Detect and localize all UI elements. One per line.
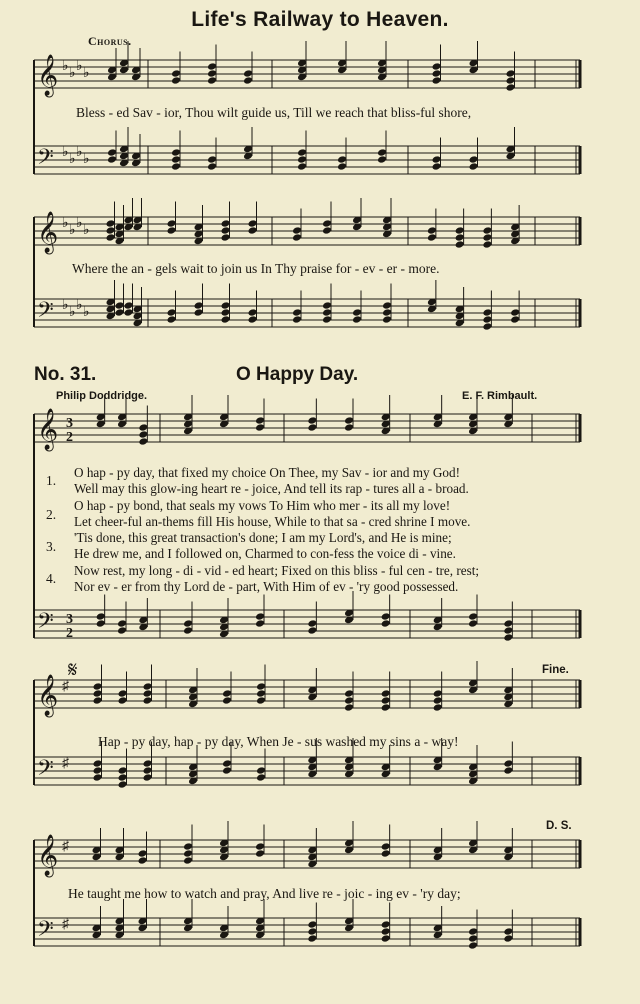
note-head xyxy=(255,423,265,432)
note-head xyxy=(255,849,265,858)
note-head xyxy=(344,689,354,698)
note-head xyxy=(222,766,232,775)
note-head xyxy=(307,416,317,425)
note-head xyxy=(207,69,217,78)
note-head xyxy=(183,842,193,851)
note-head xyxy=(171,148,181,157)
note-head xyxy=(433,703,443,712)
note-head xyxy=(482,308,492,317)
note-head xyxy=(307,934,317,943)
chorus-lyrics-line-2: Where the an - gels wait to join us In Thy praise for - ev - er - more. xyxy=(72,261,440,276)
time-signature: 3 xyxy=(66,416,73,431)
segno-sign: 𝄋 xyxy=(68,657,78,682)
note-head xyxy=(143,766,153,775)
note-head xyxy=(503,766,513,775)
key-signature: ♭ xyxy=(69,223,76,238)
note-head xyxy=(256,689,266,698)
note-head xyxy=(118,696,128,705)
key-signature: ♭ xyxy=(83,66,90,81)
note-head xyxy=(381,689,391,698)
clef-glyph: 𝄞 xyxy=(37,409,59,450)
note-head xyxy=(482,240,492,249)
verse-2-line-1: O hap - py bond, that seals my vows To Him who mer - its all my love! xyxy=(74,498,451,513)
note-head xyxy=(183,619,193,628)
note-head xyxy=(138,423,148,432)
note-head xyxy=(432,69,442,78)
note-head xyxy=(352,308,362,317)
note-head xyxy=(256,766,266,775)
note-head xyxy=(432,62,442,71)
note-head xyxy=(183,626,193,635)
note-head xyxy=(138,430,148,439)
note-head xyxy=(381,619,391,628)
verse-1-line-1: O hap - py day, that fixed my choice On Thee, my Sav - ior and my God! xyxy=(74,465,461,480)
note-head xyxy=(248,315,258,324)
note-head xyxy=(221,308,231,317)
note-head xyxy=(171,162,181,171)
note-head xyxy=(344,423,354,432)
note-head xyxy=(248,308,258,317)
note-head xyxy=(503,759,513,768)
note-head xyxy=(93,773,103,782)
hymn-number: No. 31. xyxy=(34,364,97,385)
note-head xyxy=(337,155,347,164)
key-signature: ♯ xyxy=(62,679,69,694)
key-signature: ♯ xyxy=(62,756,69,771)
note-head xyxy=(171,69,181,78)
verse-2-line-2: Let cheer-ful an-thems fill His house, While to that sa - cred shrine I move. xyxy=(74,514,471,529)
note-head xyxy=(344,703,354,712)
time-signature: 2 xyxy=(66,430,73,445)
note-head xyxy=(322,315,332,324)
note-head xyxy=(468,927,478,936)
note-head xyxy=(248,219,258,228)
note-head xyxy=(221,219,231,228)
note-head xyxy=(256,773,266,782)
verse-number-2: 2. xyxy=(46,507,57,522)
note-head xyxy=(503,927,513,936)
note-head xyxy=(207,155,217,164)
note-head xyxy=(381,703,391,712)
note-head xyxy=(255,416,265,425)
note-head xyxy=(307,423,317,432)
note-head xyxy=(482,315,492,324)
note-head xyxy=(382,308,392,317)
note-head xyxy=(297,155,307,164)
verse-4-line-2: Nor ev - er from thy Lord de - part, With Him of ev - 'ry good possessed. xyxy=(74,579,459,594)
note-head xyxy=(167,308,177,317)
note-head xyxy=(297,162,307,171)
clef-glyph: 𝄢 xyxy=(37,298,54,328)
note-head xyxy=(171,76,181,85)
verse-number-4: 4. xyxy=(46,571,57,586)
composer-credit: E. F. Rimbault. xyxy=(462,390,538,402)
note-head xyxy=(468,619,478,628)
note-head xyxy=(382,315,392,324)
note-head xyxy=(469,162,479,171)
note-head xyxy=(381,849,391,858)
key-signature: ♯ xyxy=(62,839,69,854)
key-signature: ♭ xyxy=(83,305,90,320)
key-signature: ♭ xyxy=(62,216,69,231)
note-head xyxy=(292,233,302,242)
key-signature: ♭ xyxy=(69,66,76,81)
note-head xyxy=(307,626,317,635)
note-head xyxy=(322,301,332,310)
note-head xyxy=(167,315,177,324)
note-head xyxy=(510,315,520,324)
note-head xyxy=(93,689,103,698)
note-head xyxy=(482,322,492,331)
fine-marker: Fine. xyxy=(542,664,569,676)
note-head xyxy=(482,226,492,235)
verse-3-line-1: 'Tis done, this great transaction's done; I am my Lord's, and He is mine; xyxy=(74,530,452,545)
note-head xyxy=(118,766,128,775)
verse-number-3: 3. xyxy=(46,539,57,554)
note-head xyxy=(143,773,153,782)
final-lyrics: He taught me how to watch and pray, And live re - joic - ing ev - 'ry day; xyxy=(68,886,461,901)
clef-glyph: 𝄢 xyxy=(37,609,54,639)
note-head xyxy=(307,927,317,936)
note-head xyxy=(222,759,232,768)
note-head xyxy=(307,619,317,628)
note-head xyxy=(96,612,106,621)
note-head xyxy=(194,301,204,310)
note-head xyxy=(352,315,362,324)
note-head xyxy=(117,626,127,635)
verse-3-line-2: He drew me, and I followed on, Charmed to con-fess the voice di - vine. xyxy=(74,546,456,561)
note-head xyxy=(510,308,520,317)
note-head xyxy=(292,315,302,324)
hymn-title-o-happy-day: O Happy Day. xyxy=(236,364,359,385)
note-head xyxy=(427,226,437,235)
note-head xyxy=(143,682,153,691)
note-head xyxy=(468,612,478,621)
key-signature: ♭ xyxy=(76,216,83,231)
note-head xyxy=(138,849,148,858)
clef-glyph: 𝄢 xyxy=(37,145,54,175)
time-signature: 2 xyxy=(66,626,73,641)
note-head xyxy=(503,626,513,635)
note-head xyxy=(455,240,465,249)
note-head xyxy=(337,162,347,171)
note-head xyxy=(222,689,232,698)
note-head xyxy=(167,226,177,235)
key-signature: ♭ xyxy=(83,223,90,238)
note-head xyxy=(427,233,437,242)
note-head xyxy=(118,689,128,698)
note-head xyxy=(256,696,266,705)
note-head xyxy=(115,308,125,317)
key-signature: ♯ xyxy=(62,917,69,932)
note-head xyxy=(143,696,153,705)
note-head xyxy=(183,849,193,858)
note-head xyxy=(433,689,443,698)
note-head xyxy=(124,308,134,317)
clef-glyph: 𝄢 xyxy=(37,756,54,786)
note-head xyxy=(143,689,153,698)
note-head xyxy=(106,219,116,228)
note-head xyxy=(432,76,442,85)
key-signature: ♭ xyxy=(76,145,83,160)
note-head xyxy=(377,155,387,164)
note-head xyxy=(106,233,116,242)
note-head xyxy=(167,219,177,228)
note-head xyxy=(221,315,231,324)
note-head xyxy=(248,226,258,235)
note-head xyxy=(93,696,103,705)
note-head xyxy=(207,62,217,71)
note-head xyxy=(207,76,217,85)
key-signature: ♭ xyxy=(83,152,90,167)
note-head xyxy=(255,619,265,628)
note-head xyxy=(503,619,513,628)
note-head xyxy=(183,856,193,865)
note-head xyxy=(382,301,392,310)
note-head xyxy=(322,226,332,235)
note-head xyxy=(468,934,478,943)
note-head xyxy=(307,920,317,929)
note-head xyxy=(171,155,181,164)
note-head xyxy=(322,219,332,228)
note-head xyxy=(106,226,116,235)
note-head xyxy=(93,759,103,768)
note-head xyxy=(344,696,354,705)
note-head xyxy=(377,148,387,157)
note-head xyxy=(138,437,148,446)
verse-4-line-1: Now rest, my long - di - vid - ed heart; Fixed on this bliss - ful cen - tre, rest; xyxy=(74,563,480,578)
note-head xyxy=(221,301,231,310)
note-head xyxy=(381,612,391,621)
note-head xyxy=(207,162,217,171)
note-head xyxy=(221,233,231,242)
key-signature: ♭ xyxy=(69,152,76,167)
note-head xyxy=(344,416,354,425)
note-head xyxy=(255,842,265,851)
note-head xyxy=(222,696,232,705)
key-signature: ♭ xyxy=(62,298,69,313)
note-head xyxy=(381,842,391,851)
key-signature: ♭ xyxy=(76,59,83,74)
note-head xyxy=(469,155,479,164)
note-head xyxy=(381,920,391,929)
note-head xyxy=(124,301,134,310)
chorus-lyrics-line-1: Bless - ed Sav - ior, Thou wilt guide us, Till we reach that bliss-ful shore, xyxy=(76,105,472,120)
note-head xyxy=(322,308,332,317)
note-head xyxy=(381,696,391,705)
note-head xyxy=(256,682,266,691)
note-head xyxy=(503,934,513,943)
note-head xyxy=(381,927,391,936)
note-head xyxy=(117,619,127,628)
note-head xyxy=(381,934,391,943)
note-head xyxy=(255,612,265,621)
clef-glyph: 𝄢 xyxy=(37,917,54,947)
hymn-title-lifes-railway: Life's Railway to Heaven. xyxy=(191,8,449,31)
ds-marker: D. S. xyxy=(546,820,572,832)
note-head xyxy=(468,941,478,950)
note-head xyxy=(221,226,231,235)
note-head xyxy=(292,308,302,317)
clef-glyph: 𝄞 xyxy=(37,675,59,716)
note-head xyxy=(115,301,125,310)
note-head xyxy=(432,155,442,164)
key-signature: ♭ xyxy=(69,305,76,320)
note-head xyxy=(143,759,153,768)
note-head xyxy=(432,162,442,171)
note-head xyxy=(292,226,302,235)
note-head xyxy=(93,682,103,691)
key-signature: ♭ xyxy=(62,145,69,160)
note-head xyxy=(506,76,516,85)
note-head xyxy=(455,226,465,235)
note-head xyxy=(243,76,253,85)
note-head xyxy=(93,766,103,775)
note-head xyxy=(506,69,516,78)
refrain-lyrics: Hap - py day, hap - py day, When Je - sus washed my sins a - way! xyxy=(98,734,459,749)
verse-1-line-2: Well may this glow-ing heart re - joice, And tell its rap - tures all a - broad. xyxy=(74,481,469,496)
lyricist-credit: Philip Doddridge. xyxy=(56,390,148,402)
note-head xyxy=(107,155,117,164)
key-signature: ♭ xyxy=(62,59,69,74)
time-signature: 3 xyxy=(66,612,73,627)
note-head xyxy=(194,308,204,317)
clef-glyph: 𝄞 xyxy=(37,212,59,253)
note-head xyxy=(455,233,465,242)
note-head xyxy=(96,619,106,628)
key-signature: ♭ xyxy=(76,298,83,313)
clef-glyph: 𝄞 xyxy=(37,835,59,876)
note-head xyxy=(118,773,128,782)
note-head xyxy=(482,233,492,242)
note-head xyxy=(243,69,253,78)
note-head xyxy=(433,696,443,705)
note-head xyxy=(503,633,513,642)
note-head xyxy=(118,780,128,789)
note-head xyxy=(297,148,307,157)
verse-number-1: 1. xyxy=(46,473,57,488)
note-head xyxy=(138,856,148,865)
chorus-label: Chorus. xyxy=(88,34,132,48)
note-head xyxy=(107,148,117,157)
note-head xyxy=(506,83,516,92)
clef-glyph: 𝄞 xyxy=(37,55,59,96)
